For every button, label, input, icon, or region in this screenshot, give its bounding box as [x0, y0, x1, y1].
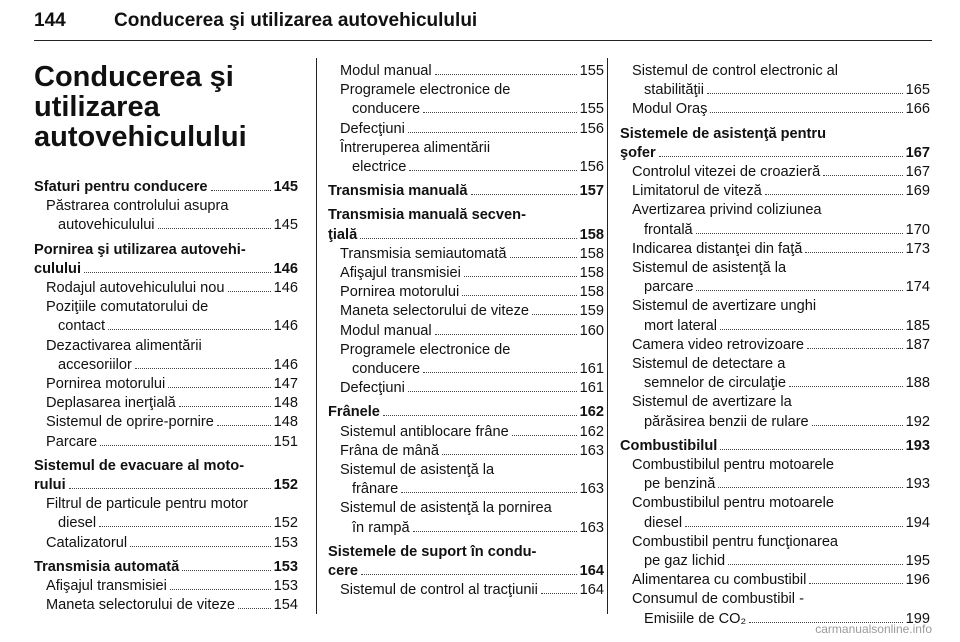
dot-leader	[238, 607, 271, 609]
toc-entry-text: Pornirea motorului	[340, 284, 460, 301]
watermark: carmanualsonline.info	[815, 622, 932, 636]
toc-entry-text: accesoriilor	[58, 356, 132, 373]
toc-page-number: 161	[579, 361, 604, 378]
page-header	[34, 10, 477, 32]
toc-entry-text: Sistemele de asistenţă pentru	[620, 125, 827, 142]
toc-subentry[interactable]	[328, 581, 604, 600]
toc-subentry[interactable]	[620, 259, 930, 297]
toc-entry-text: Combustibil pentru funcţionarea	[632, 533, 839, 550]
dot-leader	[659, 155, 903, 157]
toc-page-number: 154	[273, 597, 298, 614]
toc-page-number: 167	[905, 144, 930, 161]
toc-subentry[interactable]	[34, 337, 298, 375]
dot-leader	[807, 347, 903, 349]
toc-column-3	[620, 62, 930, 629]
toc-subentry[interactable]	[34, 279, 298, 298]
dot-leader	[720, 448, 902, 450]
toc-entry-text: semnelor de circulaţie	[644, 375, 786, 392]
dot-leader	[710, 111, 902, 113]
toc-subentry[interactable]	[34, 197, 298, 235]
dot-leader	[408, 390, 577, 392]
toc-subentry[interactable]	[34, 596, 298, 615]
toc-subentry[interactable]	[620, 240, 930, 259]
toc-entry-text: Filtrul de particule pentru motor	[46, 496, 248, 513]
toc-page-number: 199	[905, 610, 930, 627]
toc-entry-text: Frânele	[328, 404, 380, 421]
toc-entry-text: frontală	[644, 221, 693, 238]
dot-leader	[541, 592, 577, 594]
dot-leader	[512, 434, 577, 436]
page-number: 144	[34, 10, 66, 31]
toc-entry-text: Sistemul de avertizare unghi	[632, 298, 817, 315]
toc-entry-text: Sistemul de asistenţă la pornirea	[340, 500, 552, 517]
toc-entry-text: autovehiculului	[58, 217, 155, 234]
toc-subentry[interactable]	[34, 495, 298, 533]
toc-page-number: 153	[273, 534, 298, 551]
dot-leader	[812, 424, 903, 426]
toc-page-number: 163	[579, 519, 604, 536]
toc-subentry[interactable]	[620, 201, 930, 239]
toc-subentry[interactable]	[620, 336, 930, 355]
toc-subentry[interactable]	[34, 298, 298, 336]
toc-entry-text: Afişajul transmisiei	[46, 578, 167, 595]
toc-page-number: 162	[579, 423, 604, 440]
toc-subentry[interactable]	[34, 413, 298, 432]
toc-entry-text: Maneta selectorului de viteze	[46, 597, 236, 614]
toc-subentry[interactable]	[328, 379, 604, 398]
toc-entry-text: Modul Oraş	[632, 101, 708, 118]
toc-page-number: 195	[905, 553, 930, 570]
toc-page-number: 169	[905, 183, 930, 200]
toc-page-number: 163	[579, 442, 604, 459]
toc-entry-text: Maneta selectorului de viteze	[340, 303, 530, 320]
chapter-title: Conducerea şi utilizarea autovehiculului	[34, 61, 247, 153]
toc-subentry[interactable]	[620, 100, 930, 119]
toc-entry-text: Modul manual	[340, 322, 432, 339]
toc-page-number: 151	[273, 433, 298, 450]
toc-page-number: 196	[905, 572, 930, 589]
toc-page-number: 185	[905, 317, 930, 334]
dot-leader	[84, 271, 271, 273]
toc-entry-text: stabilităţii	[644, 82, 705, 99]
toc-entry-text: Deplasarea inerţială	[46, 395, 176, 412]
toc-page-number: 192	[905, 413, 930, 430]
toc-page-number: 163	[579, 481, 604, 498]
dot-leader	[510, 256, 577, 258]
toc-entry-text: Rodajul autovehiculului nou	[46, 280, 225, 297]
dot-leader	[765, 193, 903, 195]
dot-leader	[211, 189, 271, 191]
dot-leader	[99, 525, 271, 527]
toc-subentry[interactable]	[328, 341, 604, 379]
toc-entry-text: cere	[328, 563, 359, 580]
dot-leader	[728, 563, 903, 565]
toc-section-entry[interactable]	[328, 543, 604, 581]
toc-subentry[interactable]	[34, 375, 298, 394]
dot-leader	[435, 333, 577, 335]
toc-entry-text: Alimentarea cu combustibil	[632, 572, 807, 589]
toc-entry-text: Programele electronice de	[340, 82, 511, 99]
toc-subentry[interactable]	[620, 533, 930, 571]
toc-subentry[interactable]	[328, 264, 604, 283]
toc-entry-text: Sistemul de control al tracţiunii	[340, 582, 538, 599]
dot-leader	[408, 131, 577, 133]
toc-entry-text: conducere	[352, 361, 421, 378]
toc-subentry[interactable]	[34, 394, 298, 413]
dot-leader	[170, 588, 271, 590]
toc-entry-text: Pornirea şi utilizarea autovehi-	[34, 241, 246, 258]
toc-entry-text: culului	[34, 260, 82, 277]
toc-entry-text: Sistemul de avertizare la	[632, 394, 792, 411]
toc-entry-text: Sistemul de evacuare al moto-	[34, 457, 245, 474]
toc-entry-text: Emisiile de CO₂	[644, 610, 747, 627]
dot-leader	[383, 414, 577, 416]
toc-page-number: 187	[905, 336, 930, 353]
dot-leader	[179, 405, 271, 407]
toc-entry-text: Controlul vitezei de croazieră	[632, 164, 821, 181]
toc-entry-text: rului	[34, 477, 66, 494]
toc-page-number: 166	[905, 101, 930, 118]
toc-subentry[interactable]	[328, 442, 604, 461]
dot-leader	[423, 111, 576, 113]
header-rule	[34, 40, 932, 41]
toc-entry-text: Parcare	[46, 433, 98, 450]
toc-section-entry[interactable]	[34, 241, 298, 279]
toc-page-number: 161	[579, 380, 604, 397]
toc-subentry[interactable]	[620, 494, 930, 532]
toc-entry-text: Combustibilul pentru motoarele	[632, 495, 834, 512]
toc-page-number: 155	[579, 101, 604, 118]
toc-subentry[interactable]	[620, 182, 930, 201]
toc-subentry[interactable]	[328, 245, 604, 264]
column-divider	[607, 58, 608, 614]
toc-entry-text: Frâna de mână	[340, 442, 439, 459]
toc-subentry[interactable]	[328, 499, 604, 537]
toc-entry-text: Catalizatorul	[46, 534, 128, 551]
toc-page-number: 155	[579, 63, 604, 79]
toc-entry-text: Indicarea distanţei din faţă	[632, 240, 803, 257]
toc-page-number: 193	[905, 437, 930, 454]
dot-leader	[413, 530, 577, 532]
dot-leader	[130, 545, 271, 547]
dot-leader	[217, 424, 271, 426]
toc-page-number: 145	[273, 217, 298, 234]
dot-leader	[809, 582, 902, 584]
toc-entry-text: Poziţiile comutatorului de	[46, 299, 209, 316]
toc-entry-text: Transmisia manuală	[328, 183, 468, 200]
toc-entry-text: diesel	[644, 514, 683, 531]
toc-page-number: 194	[905, 514, 930, 531]
toc-entry-text: în rampă	[352, 519, 410, 536]
toc-page-number: 152	[273, 477, 298, 494]
toc-entry-text: Întreruperea alimentării	[340, 139, 491, 156]
dot-leader	[707, 92, 903, 94]
toc-entry-text: parcare	[644, 279, 694, 296]
toc-page-number: 173	[905, 240, 930, 257]
toc-page-number: 158	[579, 265, 604, 282]
toc-entry-text: Combustibilul	[620, 437, 718, 454]
toc-subentry[interactable]	[620, 393, 930, 431]
toc-subentry[interactable]	[620, 62, 930, 100]
toc-page-number: 164	[579, 563, 604, 580]
toc-entry-text: frânare	[352, 481, 399, 498]
toc-page-number: 152	[273, 515, 298, 532]
toc-subentry[interactable]	[34, 577, 298, 596]
toc-entry-text: Consumul de combustibil -	[632, 591, 804, 608]
dot-leader	[805, 251, 902, 253]
toc-entry-text: Avertizarea privind coliziunea	[632, 202, 822, 219]
toc-page-number: 153	[273, 578, 298, 595]
toc-entry-text: electrice	[352, 159, 407, 176]
toc-entry-text: conducere	[352, 101, 421, 118]
dot-leader	[823, 174, 902, 176]
toc-page-number: 146	[273, 356, 298, 373]
dot-leader	[360, 237, 576, 239]
toc-page-number: 158	[579, 245, 604, 262]
toc-subentry[interactable]	[34, 433, 298, 452]
toc-entry-text: Limitatorul de viteză	[632, 183, 762, 200]
toc-page-number: 145	[273, 179, 298, 195]
toc-page-number: 193	[905, 476, 930, 493]
toc-page-number: 153	[273, 558, 298, 575]
toc-page-number: 158	[579, 284, 604, 301]
toc-subentry[interactable]	[620, 571, 930, 590]
toc-entry-text: Pornirea motorului	[46, 376, 166, 393]
dot-leader	[168, 386, 270, 388]
toc-entry-text: Sistemul de asistenţă la	[340, 462, 495, 479]
toc-page-number: 147	[273, 376, 298, 393]
toc-entry-text: pe benzină	[644, 476, 716, 493]
dot-leader	[696, 232, 903, 234]
dot-leader	[718, 486, 902, 488]
toc-section-entry[interactable]	[328, 182, 604, 201]
dot-leader	[182, 569, 270, 571]
dot-leader	[685, 525, 903, 527]
toc-page-number: 160	[579, 322, 604, 339]
dot-leader	[423, 371, 576, 373]
toc-subentry[interactable]	[328, 139, 604, 177]
toc-subentry[interactable]	[620, 163, 930, 182]
toc-entry-text: Camera video retrovizoare	[632, 336, 804, 353]
toc-entry-text: diesel	[58, 515, 97, 532]
toc-column-1	[34, 62, 298, 615]
toc-entry-text: Sistemul antiblocare frâne	[340, 423, 509, 440]
toc-entry-text: Transmisia automată	[34, 558, 180, 575]
toc-section-entry[interactable]	[620, 125, 930, 163]
dot-leader	[471, 193, 577, 195]
dot-leader	[228, 290, 271, 292]
dot-leader	[464, 275, 577, 277]
toc-entry-text: Sistemul de oprire-pornire	[46, 414, 214, 431]
toc-page-number: 156	[579, 159, 604, 176]
dot-leader	[100, 444, 271, 446]
toc-subentry[interactable]	[328, 302, 604, 321]
dot-leader	[158, 227, 271, 229]
toc-page-number: 188	[905, 375, 930, 392]
toc-subentry[interactable]	[328, 81, 604, 119]
dot-leader	[108, 328, 271, 330]
toc-entry-text: şofer	[620, 144, 656, 161]
toc-entry-text: Programele electronice de	[340, 341, 511, 358]
toc-page-number: 157	[579, 183, 604, 200]
toc-subentry[interactable]	[328, 461, 604, 499]
toc-entry-text: Sistemele de suport în condu-	[328, 543, 537, 560]
toc-entry-text: pe gaz lichid	[644, 553, 726, 570]
running-title: Conducerea şi utilizarea autovehiculului	[114, 10, 478, 31]
toc-subentry[interactable]	[328, 62, 604, 81]
column-divider	[316, 58, 317, 614]
toc-entry-text: Defecţiuni	[340, 120, 405, 137]
toc-section-entry[interactable]	[34, 558, 298, 577]
dot-leader	[789, 385, 903, 387]
dot-leader	[435, 73, 577, 75]
toc-page-number: 146	[273, 260, 298, 277]
toc-entry-text: mort lateral	[644, 317, 717, 334]
toc-entry-text: părăsirea benzii de rulare	[644, 413, 809, 430]
dot-leader	[442, 453, 577, 455]
toc-section-entry[interactable]	[34, 457, 298, 495]
toc-page-number: 170	[905, 221, 930, 238]
toc-page-number: 146	[273, 318, 298, 335]
toc-section-entry[interactable]	[328, 403, 604, 422]
toc-subentry[interactable]	[328, 322, 604, 341]
toc-entry-text: contact	[58, 318, 106, 335]
toc-page-number: 159	[579, 303, 604, 320]
dot-leader	[720, 328, 903, 330]
toc-entry-text: ţială	[328, 226, 358, 243]
toc-entry-text: Sistemul de detectare a	[632, 356, 786, 373]
toc-entry-text: Modul manual	[340, 63, 432, 79]
dot-leader	[532, 313, 577, 315]
toc-entry-text: Sfaturi pentru conducere	[34, 179, 208, 195]
toc-entry-text: Combustibilul pentru motoarele	[632, 457, 834, 474]
toc-page-number: 165	[905, 82, 930, 99]
toc-page-number: 156	[579, 120, 604, 137]
toc-page-number: 164	[579, 582, 604, 599]
toc-entry-text: Dezactivarea alimentării	[46, 337, 202, 354]
dot-leader	[69, 487, 271, 489]
toc-entry-text: Păstrarea controlului asupra	[46, 198, 229, 215]
toc-page-number: 146	[273, 280, 298, 297]
toc-entry-text: Defecţiuni	[340, 380, 405, 397]
dot-leader	[135, 367, 271, 369]
toc-entry-text: Afişajul transmisiei	[340, 265, 461, 282]
toc-subentry[interactable]	[620, 355, 930, 393]
toc-section-entry[interactable]	[620, 437, 930, 456]
dot-leader	[696, 289, 902, 291]
dot-leader	[401, 491, 576, 493]
toc-entry-text: Sistemul de control electronic al	[632, 63, 839, 79]
dot-leader	[462, 294, 576, 296]
toc-page-number: 148	[273, 414, 298, 431]
toc-section-entry[interactable]	[34, 178, 298, 197]
toc-page-number: 167	[905, 164, 930, 181]
toc-subentry[interactable]	[620, 297, 930, 335]
toc-entry-text: Sistemul de asistenţă la	[632, 260, 787, 277]
toc-subentry[interactable]	[34, 534, 298, 553]
toc-subentry[interactable]	[328, 120, 604, 139]
toc-subentry[interactable]	[328, 283, 604, 302]
toc-page-number: 158	[579, 226, 604, 243]
toc-subentry[interactable]	[620, 456, 930, 494]
toc-page-number: 162	[579, 404, 604, 421]
toc-page-number: 174	[905, 279, 930, 296]
toc-subentry[interactable]	[328, 423, 604, 442]
toc-page-number: 148	[273, 395, 298, 412]
dot-leader	[361, 573, 577, 575]
toc-section-entry[interactable]	[328, 206, 604, 244]
dot-leader	[409, 169, 576, 171]
toc-entry-text: Transmisia manuală secven-	[328, 207, 526, 224]
toc-column-2	[328, 62, 604, 600]
toc-entry-text: Transmisia semiautomată	[340, 245, 507, 262]
